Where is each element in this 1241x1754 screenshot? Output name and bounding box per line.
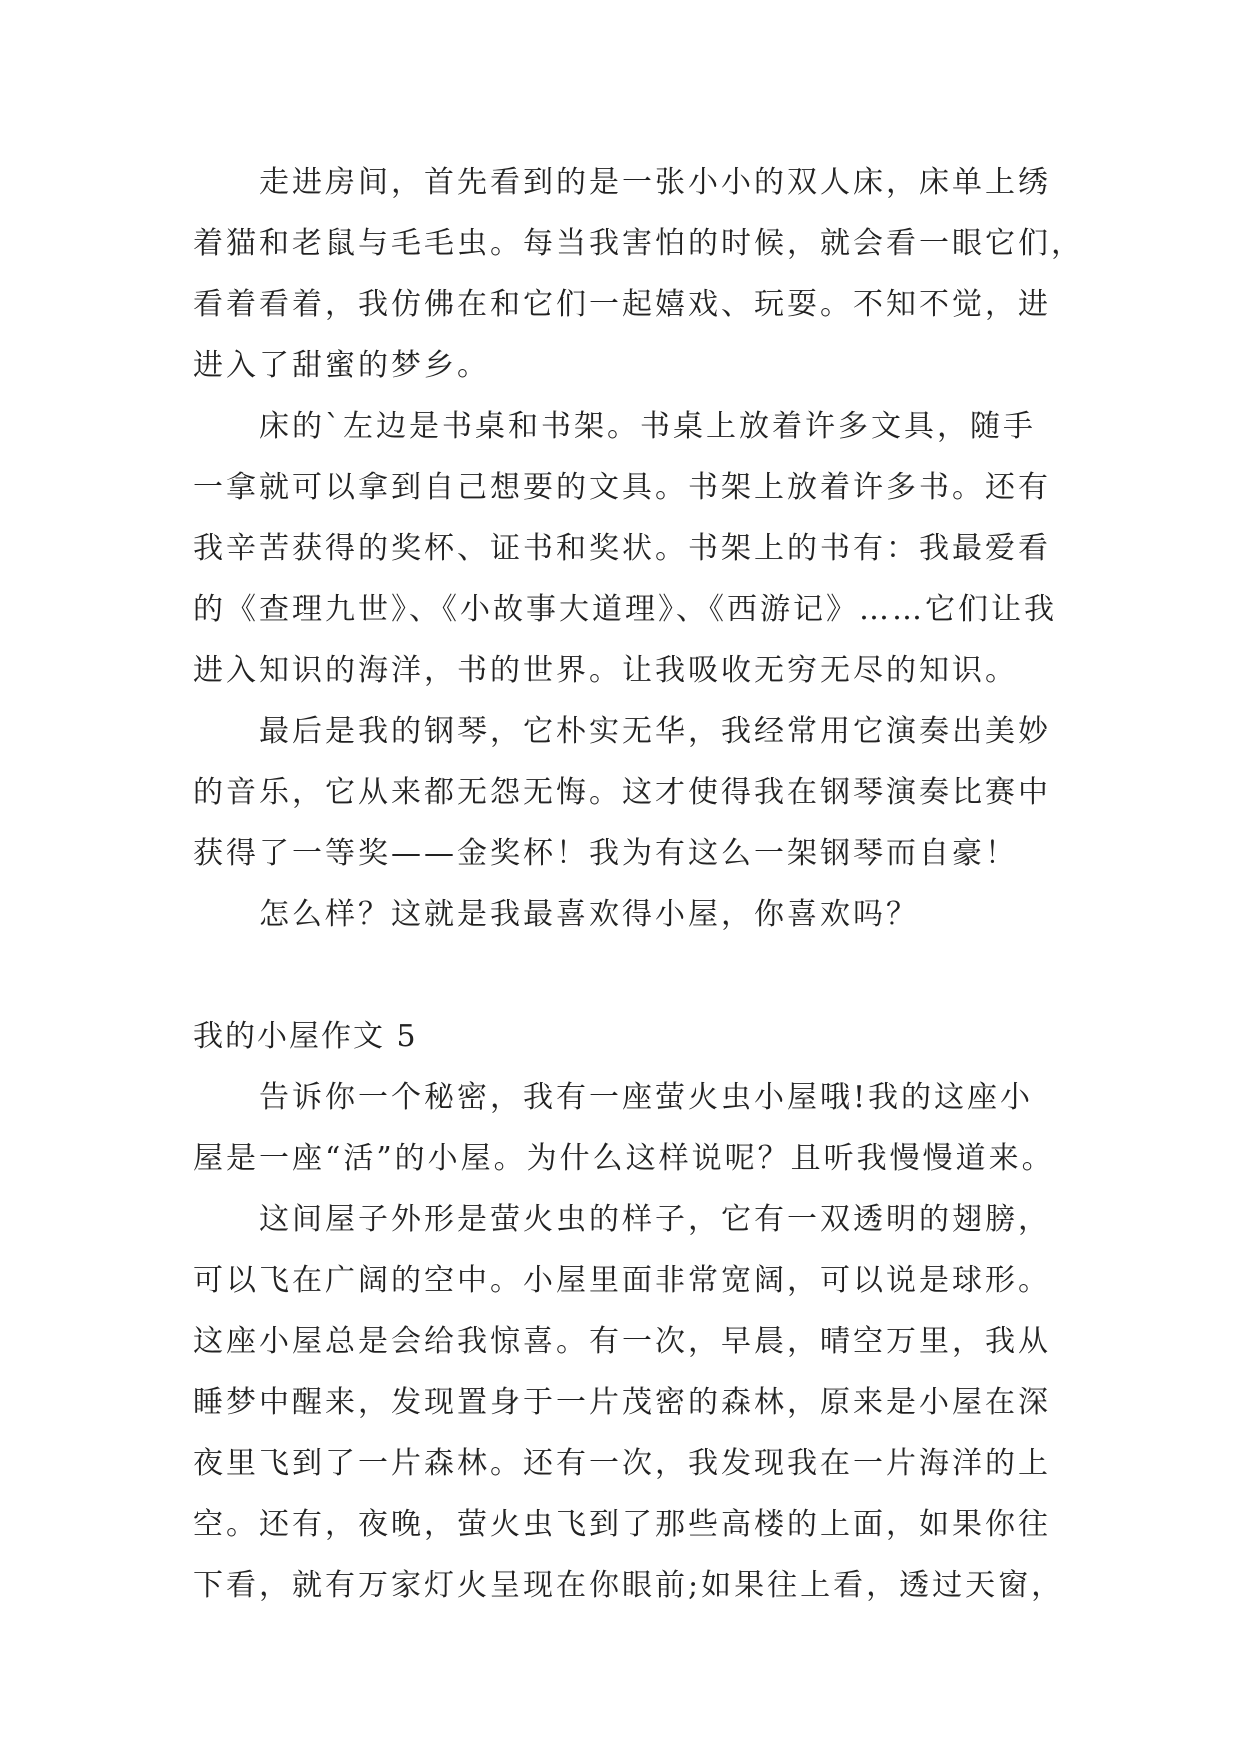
text-line: 下看，就有万家灯火呈现在你眼前;如果往上看，透过天窗， [193, 1568, 1065, 1603]
text-line: 一拿就可以拿到自己想要的文具。书架上放着许多书。还有 [193, 470, 1051, 505]
paragraph-closing [193, 884, 1055, 945]
text-line: 睡梦中醒来，发现置身于一片茂密的森林，原来是小屋在深 [193, 1385, 1051, 1420]
text-line: 空。还有，夜晚，萤火虫飞到了那些高楼的上面，如果你往 [193, 1507, 1051, 1542]
text-line: 屋是一座“活”的小屋。为什么这样说呢？且听我慢慢道来。 [193, 1141, 1055, 1176]
paragraph-bedroom-bed [193, 152, 1084, 396]
essay-heading: 我的小屋作文 5 [193, 1019, 418, 1054]
text-line: 床的`左边是书桌和书架。书桌上放着许多文具，随手 [259, 409, 1036, 444]
text-line: 的音乐，它从来都无怨无悔。这才使得我在钢琴演奏比赛中 [193, 775, 1051, 810]
text-line: 我辛苦获得的奖杯、证书和奖状。书架上的书有：我最爱看 [193, 531, 1051, 566]
text-line: 看着看着，我仿佛在和它们一起嬉戏、玩耍。不知不觉，进 [193, 287, 1051, 322]
paragraph-firefly-house [193, 1189, 1065, 1616]
text-line: 走进房间，首先看到的是一张小小的双人床，床单上绣 [259, 165, 1051, 200]
text-line: 可以飞在广阔的空中。小屋里面非常宽阔，可以说是球形。 [193, 1263, 1051, 1298]
paragraph-secret [193, 1067, 1055, 1189]
text-line: 进入知识的海洋，书的世界。让我吸收无穷无尽的知识。 [193, 653, 1018, 688]
paragraph-piano [193, 701, 1055, 884]
text-line: 进入了甜蜜的梦乡。 [193, 348, 490, 383]
text-line: 最后是我的钢琴，它朴实无华，我经常用它演奏出美妙 [259, 714, 1051, 749]
paragraph-desk-bookshelf [193, 396, 1055, 701]
text-line: 这间屋子外形是萤火虫的样子，它有一双透明的翅膀， [259, 1202, 1051, 1237]
text-line: 的《查理九世》、《小故事大道理》、《西游记》……它们让我 [193, 592, 1057, 627]
text-line: 着猫和老鼠与毛毛虫。每当我害怕的时候，就会看一眼它们， [193, 226, 1084, 261]
text-line: 获得了一等奖——金奖杯！我为有这么一架钢琴而自豪！ [193, 836, 1018, 871]
text-line: 夜里飞到了一片森林。还有一次，我发现我在一片海洋的上 [193, 1446, 1051, 1481]
document-body [193, 152, 1084, 1616]
text-line: 这座小屋总是会给我惊喜。有一次，早晨，晴空万里，我从 [193, 1324, 1051, 1359]
text-line: 告诉你一个秘密，我有一座萤火虫小屋哦!我的这座小 [259, 1080, 1034, 1115]
text-line: 怎么样？这就是我最喜欢得小屋，你喜欢吗？ [259, 897, 919, 932]
